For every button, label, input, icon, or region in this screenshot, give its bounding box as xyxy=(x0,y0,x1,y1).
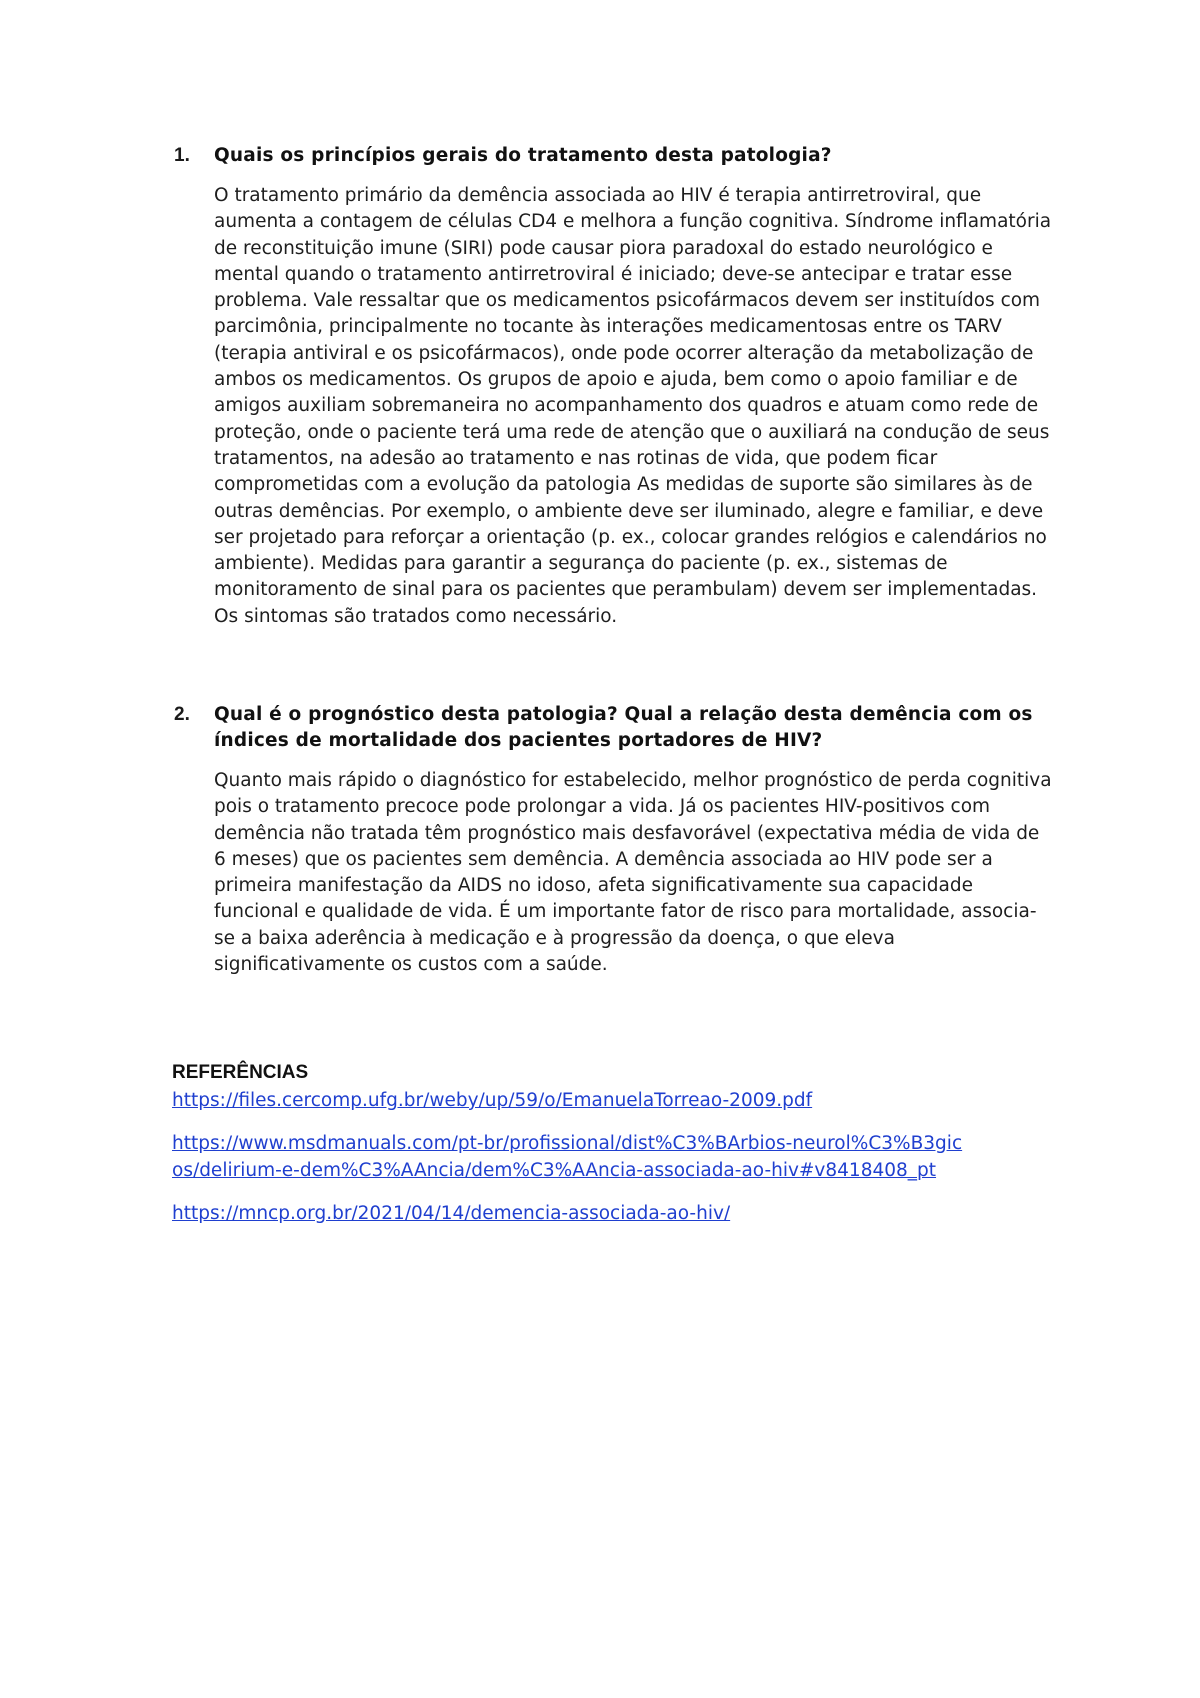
question-answer: Quanto mais rápido o diagnóstico for estabelecido, melhor prognóstico de perda cognitiva pois o tratamento precoce pode prolongar a vida. Já os pacientes HIV-positivos com demência não tratada têm prognóstico mais desfavorável (expectativa média de vida de 6 meses) que os pacientes sem demência. A demência associada ao HIV pode ser a primeira manifestação da AIDS no idoso, afeta significativamente sua capacidade funcional e qualidade de vida. É um importante fator de risco para mortalidade, associa-se a baixa aderência à medicação e à progressão da doença, o que eleva significativamente os custos com a saúde. xyxy=(214,770,1052,976)
question-number: 2. xyxy=(174,704,190,725)
reference-link[interactable]: https://www.msdmanuals.com/pt-br/profissional/dist%C3%BArbios-neurol%C3%B3gicos/delirium-e-dem%C3%AAncia/dem%C3%AAncia-associada-ao-hiv#v8418408_pt xyxy=(172,1133,963,1181)
reference-link[interactable]: https://files.cercomp.ufg.br/weby/up/59/o/EmanuelaTorreao-2009.pdf xyxy=(172,1090,813,1111)
question-title: Qual é o prognóstico desta patologia? Qual a relação desta demência com os índices de mortalidade dos pacientes portadores de HIV? xyxy=(214,704,1033,751)
question-number: 1. xyxy=(174,145,190,166)
question-title: Quais os princípios gerais do tratamento desta patologia? xyxy=(214,145,832,166)
references-heading: REFERÊNCIAS xyxy=(172,1062,309,1083)
question-item-2 xyxy=(174,702,1054,978)
question-answer: O tratamento primário da demência associada ao HIV é terapia antirretroviral, que aumenta a contagem de células CD4 e melhora a função cognitiva. Síndrome inflamatória de reconstituição imune (SIRI) pode causar piora paradoxal do estado neurológico e mental quando o tratamento antirretroviral é iniciado; deve-se antecipar e tratar esse problema. Vale ressaltar que os medicamentos psicofármacos devem ser instituídos com parcimônia, principalmente no tocante às interações medicamentosas entre os TARV (terapia antiviral e os psicofármacos), onde pode ocorrer alteração da metabolização de ambos os medicamentos. Os grupos de apoio e ajuda, bem como o apoio familiar e de amigos auxiliam sobremaneira no acompanhamento dos quadros e atuam como rede de proteção, onde o paciente terá uma rede de atenção que o auxiliará na condução de seus tratamentos, na adesão ao tratamento e nas rotinas de vida, que podem ficar comprometidas com a evolução da patologia As medidas de suporte são similares às de outras demências. Por exemplo, o ambiente deve ser iluminado, alegre e familiar, e deve ser projetado para reforçar a orientação (p. ex., colocar grandes relógios e calendários no ambiente). Medidas para garantir a segurança do paciente (p. ex., sistemas de monitoramento de sinal para os pacientes que perambulam) devem ser implementadas. Os sintomas são tratados como necessário. xyxy=(214,185,1052,627)
reference-link[interactable]: https://mncp.org.br/2021/04/14/demencia-associada-ao-hiv/ xyxy=(172,1202,731,1224)
references-section xyxy=(172,1060,1072,1244)
question-item-1 xyxy=(174,143,1054,630)
